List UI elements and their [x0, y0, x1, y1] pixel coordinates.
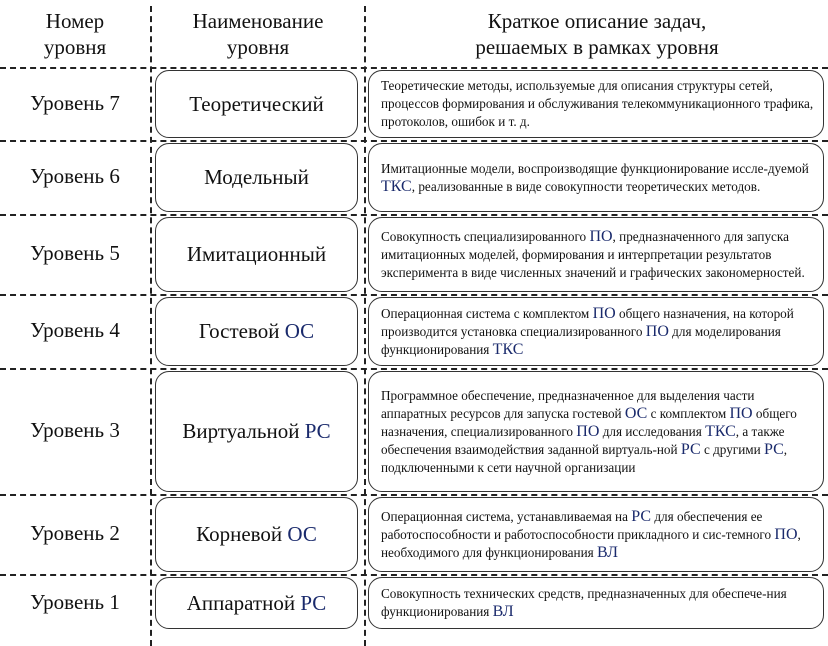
abbreviation: ТКС: [705, 422, 736, 440]
level-description-box: [368, 497, 824, 572]
text-segment: для обеспечения ее работоспособности и работоспособности прикладного и сис-темного: [381, 508, 775, 542]
level-description: [381, 585, 815, 621]
level-description-box: [368, 371, 824, 492]
level-name-box: [155, 70, 358, 138]
text-segment: , подключенными к сети научной организации: [381, 441, 788, 475]
level-number: Уровень 3: [30, 418, 120, 442]
column-divider-2: [364, 6, 366, 646]
level-name: [189, 92, 324, 117]
text-segment: , а также обеспечения взаимодействия заданной виртуаль-ной: [381, 423, 785, 457]
level-name: [187, 242, 326, 267]
abbreviation: ОС: [287, 522, 317, 546]
level-name-box: [155, 371, 358, 492]
abbreviation: РС: [300, 590, 327, 615]
text-segment: с другими: [700, 441, 764, 457]
level-name: [196, 522, 317, 547]
header-description: [366, 8, 828, 60]
level-name-box: [155, 217, 358, 292]
abbreviation: ОС: [284, 319, 315, 343]
text-segment: , реализованные в виде совокупности теоретических методов.: [411, 178, 761, 194]
level-description: [381, 160, 815, 196]
level-description: [381, 77, 815, 131]
level-description: [381, 305, 815, 359]
abbreviation: ТКС: [492, 340, 524, 358]
text-segment: для моделирования функционирования: [381, 323, 781, 357]
level-name-box: [155, 497, 358, 572]
text-segment: Совокупность специализированного: [381, 228, 590, 244]
text-segment: Операционная система, устанавливаемая на: [381, 508, 632, 524]
level-description: [381, 228, 815, 282]
text-segment: Гостевой: [198, 319, 285, 343]
text-segment: общего назначения, на которой производится установка специализированного: [381, 305, 794, 339]
level-description-box: [368, 577, 824, 629]
text-segment: общего назначения, специализированного: [381, 405, 797, 439]
level-description-box: [368, 217, 824, 292]
level-number: Уровень 6: [30, 164, 120, 188]
header-text: решаемых в рамках уровня: [475, 35, 719, 59]
text-segment: Имитационные модели, воспроизводящие функционирование иссле-дуемой: [381, 160, 809, 176]
text-segment: Программное обеспечение, предназначенное для выделения части аппаратных ресурсов для запуска гостевой: [381, 387, 755, 421]
abbreviation: ВЛ: [597, 543, 618, 561]
abbreviation: РС: [304, 419, 331, 443]
header-text: Наименование: [192, 9, 324, 33]
text-segment: Корневой: [196, 522, 288, 546]
header-text: Номер: [45, 9, 105, 33]
level-name: [204, 165, 309, 190]
level-name: [199, 319, 314, 344]
level-description-box: [368, 297, 824, 366]
header-text: уровня: [226, 35, 290, 59]
abbreviation: ОС: [624, 404, 648, 422]
level-description: [381, 508, 815, 562]
abbreviation: ПО: [774, 525, 798, 543]
level-number: Уровень 5: [30, 241, 120, 265]
level-description: [381, 387, 815, 477]
level-number: Уровень 1: [30, 589, 120, 614]
header-level-number: [0, 8, 150, 60]
text-segment: Аппаратной: [186, 590, 301, 615]
level-number: Уровень 7: [30, 90, 120, 115]
text-segment: Виртуальной: [182, 419, 305, 443]
text-segment: с комплектом: [647, 405, 730, 421]
level-name: [187, 591, 327, 616]
level-number: Уровень 4: [30, 318, 120, 342]
level-name-box: [155, 577, 358, 629]
header-level-name: [152, 8, 364, 60]
text-segment: , предназначенного для запуска имитационных моделей, формирования и интерпретации результатов эксперимента в виде численных значений и графических закономерностей.: [381, 228, 805, 280]
text-segment: Совокупность технических средств, предназначенных для обеспече-ния функционирования: [381, 586, 787, 619]
column-divider-1: [150, 6, 152, 646]
level-description-box: [368, 70, 824, 138]
level-name-box: [155, 297, 358, 366]
abbreviation: ПО: [592, 304, 616, 322]
header-text: уровня: [43, 35, 107, 59]
level-number: Уровень 2: [30, 521, 120, 545]
abbreviation: РС: [763, 440, 784, 458]
abbreviation: РС: [631, 507, 652, 525]
header-text: Краткое описание задач,: [487, 9, 707, 33]
text-segment: Операционная система с комплектом: [381, 305, 593, 321]
abbreviation: ТКС: [381, 177, 412, 195]
abbreviation: ПО: [589, 227, 613, 245]
abbreviation: ПО: [645, 322, 669, 340]
abbreviation: ПО: [729, 404, 753, 422]
abbreviation: ВЛ: [492, 603, 514, 620]
text-segment: , необходимого для функционирования: [381, 526, 801, 560]
level-name-box: [155, 143, 358, 212]
abbreviation: ПО: [576, 422, 600, 440]
text-segment: Теоретический: [189, 91, 324, 116]
text-segment: Теоретические методы, используемые для описания структуры сетей, процессов формирования и обслуживания телекоммуникационного трафика, протоколов, ошибок и т. д.: [381, 78, 814, 129]
text-segment: для исследования: [599, 423, 706, 439]
text-segment: Имитационный: [186, 242, 327, 266]
level-description-box: [368, 143, 824, 212]
text-segment: Модельный: [204, 165, 309, 189]
abbreviation: РС: [680, 440, 701, 458]
level-name: [182, 419, 330, 444]
